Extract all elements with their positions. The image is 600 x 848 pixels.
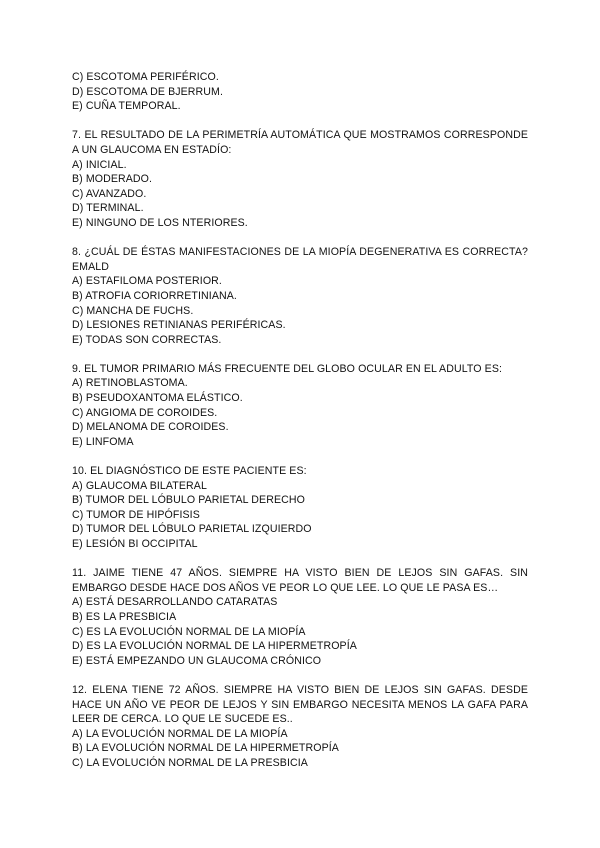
option-a: A) ESTÁ DESARROLLANDO CATARATAS [72, 596, 278, 609]
question-8 [72, 245, 528, 347]
option-c: C) ANGIOMA DE COROIDES. [72, 406, 218, 419]
option-a: A) INICIAL. [72, 158, 127, 171]
option-d: D) TERMINAL. [72, 202, 144, 215]
option-d: D) LESIONES RETINIANAS PERIFÉRICAS. [72, 319, 286, 332]
option-a: A) LA EVOLUCIÓN NORMAL DE LA MIOPÍA [72, 727, 288, 740]
option-c: C) ES LA EVOLUCIÓN NORMAL DE LA MIOPÍA [72, 625, 306, 638]
option-e: E) LESIÓN BI OCCIPITAL [72, 538, 198, 550]
option-d: D) ESCOTOMA DE BJERRUM. [72, 85, 224, 98]
option-e: E) TODAS SON CORRECTAS. [72, 333, 222, 346]
option-e: E) LINFOMA [72, 435, 134, 448]
question-9 [72, 362, 528, 450]
option-c: C) LA EVOLUCIÓN NORMAL DE LA PRESBICIA [72, 756, 308, 769]
question-text: 10. EL DIAGNÓSTICO DE ESTE PACIENTE ES: [72, 465, 307, 478]
option-a: A) GLAUCOMA BILATERAL [72, 479, 207, 492]
question-12 [72, 683, 528, 771]
question-7 [72, 128, 528, 230]
option-e: E) ESTÁ EMPEZANDO UN GLAUCOMA CRÓNICO [72, 654, 322, 667]
question-11 [72, 566, 528, 668]
option-a: A) ESTAFILOMA POSTERIOR. [72, 275, 222, 288]
previous-question-options [72, 70, 528, 114]
option-d: D) MELANOMA DE COROIDES. [72, 421, 229, 434]
option-b: B) TUMOR DEL LÓBULO PARIETAL DERECHO [72, 494, 305, 507]
option-c: C) MANCHA DE FUCHS. [72, 304, 194, 317]
option-b: B) ES LA PRESBICIA [72, 610, 177, 623]
option-d: D) ES LA EVOLUCIÓN NORMAL DE LA HIPERMETROPÍA [72, 640, 357, 653]
question-text: 11. JAIME TIENE 47 AÑOS. SIEMPRE HA VISTO BIEN DE LEJOS SIN GAFAS. SIN EMBARGO DESDE HACE DOS AÑOS VE PEOR LO QUE LEE. LO QUE LE PASA ES… [72, 567, 528, 594]
question-text: 9. EL TUMOR PRIMARIO MÁS FRECUENTE DEL GLOBO OCULAR EN EL ADULTO ES: [72, 362, 503, 375]
option-b: B) ATROFIA CORIORRETINIANA. [72, 289, 237, 302]
option-e: E) CUÑA TEMPORAL. [72, 100, 181, 113]
option-b: B) PSEUDOXANTOMA ELÁSTICO. [72, 392, 243, 405]
option-c: C) AVANZADO. [72, 187, 147, 200]
option-d: D) TUMOR DEL LÓBULO PARIETAL IZQUIERDO [72, 523, 312, 536]
option-b: B) LA EVOLUCIÓN NORMAL DE LA HIPERMETROPÍA [72, 742, 339, 755]
document-page [72, 70, 528, 785]
option-e: E) NINGUNO DE LOS NTERIORES. [72, 216, 248, 229]
option-a: A) RETINOBLASTOMA. [72, 377, 188, 390]
question-text: 7. EL RESULTADO DE LA PERIMETRÍA AUTOMÁTICA QUE MOSTRAMOS CORRESPONDE A UN GLAUCOMA EN ESTADÍO: [72, 129, 528, 156]
option-c: C) TUMOR DE HIPÓFISIS [72, 508, 200, 521]
question-text: 8. ¿CUÁL DE ÉSTAS MANIFESTACIONES DE LA MIOPÍA DEGENERATIVA ES CORRECTA? EMALD [72, 246, 528, 273]
option-c: C) ESCOTOMA PERIFÉRICO. [72, 71, 219, 83]
option-b: B) MODERADO. [72, 173, 153, 186]
question-10 [72, 464, 528, 552]
question-text: 12. ELENA TIENE 72 AÑOS. SIEMPRE HA VISTO BIEN DE LEJOS SIN GAFAS. DESDE HACE UN AÑO VE PEOR DE LEJOS Y SIN EMBARGO NECESITA MENOS LA GAFA PARA LEER DE CERCA. LO QUE LE SUCEDE ES.. [72, 683, 528, 726]
